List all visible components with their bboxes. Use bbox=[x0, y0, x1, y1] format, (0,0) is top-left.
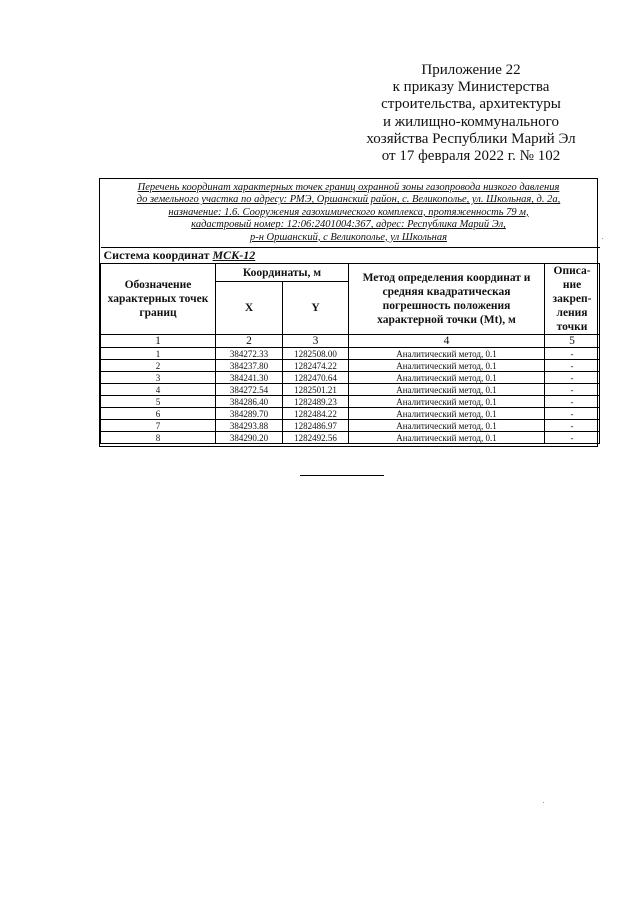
table-row bbox=[101, 384, 600, 396]
cell-x: 384286.40 bbox=[216, 396, 283, 408]
cell-y: 1282501.21 bbox=[283, 384, 349, 396]
cell-method: Аналитический метод, 0.1 bbox=[349, 432, 545, 444]
cell-method: Аналитический метод, 0.1 bbox=[349, 384, 545, 396]
coordinates-table bbox=[100, 247, 600, 444]
cell-x: 384241.30 bbox=[216, 372, 283, 384]
description-line: р-н Оршанский, с Великополье, ул Школьная bbox=[249, 231, 448, 243]
appendix-line: строительства, архитектуры bbox=[381, 96, 561, 113]
cell-point: 6 bbox=[101, 408, 216, 420]
description-line: кадастровый номер: 12:06:2401004:367, адрес: Республика Марий Эл, bbox=[191, 219, 506, 231]
cell-x: 384290.20 bbox=[216, 432, 283, 444]
column-number: 1 bbox=[101, 335, 216, 348]
appendix-line: хозяйства Республики Марий Эл bbox=[366, 130, 576, 147]
cell-method: Аналитический метод, 0.1 bbox=[349, 372, 545, 384]
scan-speck bbox=[543, 802, 544, 803]
table-row bbox=[101, 408, 600, 420]
cell-point: 1 bbox=[101, 348, 216, 360]
cell-fixing: - bbox=[545, 420, 600, 432]
header-coords: Координаты, м bbox=[216, 264, 349, 282]
description-line: Перечень координат характерных точек границ охранной зоны газопровода низкого давления bbox=[137, 182, 560, 193]
table-row bbox=[101, 348, 600, 360]
cell-method: Аналитический метод, 0.1 bbox=[349, 360, 545, 372]
cell-fixing: - bbox=[545, 408, 600, 420]
cell-x: 384237.80 bbox=[216, 360, 283, 372]
cell-y: 1282486.97 bbox=[283, 420, 349, 432]
header-row bbox=[101, 264, 600, 282]
appendix-line: от 17 февраля 2022 г. № 102 bbox=[381, 148, 561, 165]
coord-system-value: МСК-12 bbox=[212, 248, 256, 262]
cell-fixing: - bbox=[545, 432, 600, 444]
cell-method: Аналитический метод, 0.1 bbox=[349, 408, 545, 420]
cell-x: 384293.88 bbox=[216, 420, 283, 432]
cell-y: 1282508.00 bbox=[283, 348, 349, 360]
table-row bbox=[101, 360, 600, 372]
cell-x: 384289.70 bbox=[216, 408, 283, 420]
header-method: Метод определения координат и средняя квадратическая погрешность положения характерной точки (Mt), м bbox=[349, 264, 545, 335]
cell-fixing: - bbox=[545, 384, 600, 396]
table-row bbox=[101, 420, 600, 432]
coord-system-cell bbox=[101, 248, 600, 264]
appendix-line: и жилищно-коммунального bbox=[383, 113, 559, 130]
cell-y: 1282489.23 bbox=[283, 396, 349, 408]
table-row bbox=[101, 396, 600, 408]
coord-system-label: Система координат bbox=[103, 248, 210, 262]
appendix-line: Приложение 22 bbox=[421, 62, 521, 78]
appendix-header bbox=[360, 62, 582, 165]
header-point: Обозначение характерных точек границ bbox=[101, 264, 216, 335]
column-number: 3 bbox=[283, 335, 349, 348]
object-description bbox=[100, 179, 597, 247]
cell-point: 2 bbox=[101, 360, 216, 372]
header-fixing: Описа-ние закреп-ления точки bbox=[545, 264, 600, 335]
cell-x: 384272.33 bbox=[216, 348, 283, 360]
coord-system-row bbox=[101, 248, 600, 264]
cell-point: 4 bbox=[101, 384, 216, 396]
coordinates-document-box bbox=[99, 178, 598, 447]
description-line: до земельного участка по адресу: РМЭ, Оршанский район, с. Великополье, ул. Школьная, д. 2а, bbox=[136, 194, 561, 206]
column-number: 5 bbox=[545, 335, 600, 348]
cell-point: 7 bbox=[101, 420, 216, 432]
cell-y: 1282474.22 bbox=[283, 360, 349, 372]
column-number-row bbox=[101, 335, 600, 348]
cell-method: Аналитический метод, 0.1 bbox=[349, 420, 545, 432]
scan-speck bbox=[602, 238, 603, 239]
header-y: Y bbox=[283, 282, 349, 335]
cell-fixing: - bbox=[545, 372, 600, 384]
table-row bbox=[101, 432, 600, 444]
cell-fixing: - bbox=[545, 360, 600, 372]
cell-method: Аналитический метод, 0.1 bbox=[349, 396, 545, 408]
cell-fixing: - bbox=[545, 396, 600, 408]
cell-point: 8 bbox=[101, 432, 216, 444]
header-x: X bbox=[216, 282, 283, 335]
description-line: назначение: 1.6. Сооружения газохимического комплекса, протяженность 79 м, bbox=[168, 206, 529, 218]
cell-point: 5 bbox=[101, 396, 216, 408]
cell-x: 384272.54 bbox=[216, 384, 283, 396]
cell-y: 1282484.22 bbox=[283, 408, 349, 420]
cell-y: 1282492.56 bbox=[283, 432, 349, 444]
appendix-line: к приказу Министерства bbox=[392, 79, 550, 96]
cell-fixing: - bbox=[545, 348, 600, 360]
cell-point: 3 bbox=[101, 372, 216, 384]
end-divider-line bbox=[300, 475, 384, 476]
column-number: 2 bbox=[216, 335, 283, 348]
cell-method: Аналитический метод, 0.1 bbox=[349, 348, 545, 360]
table-row bbox=[101, 372, 600, 384]
cell-y: 1282470.64 bbox=[283, 372, 349, 384]
column-number: 4 bbox=[349, 335, 545, 348]
